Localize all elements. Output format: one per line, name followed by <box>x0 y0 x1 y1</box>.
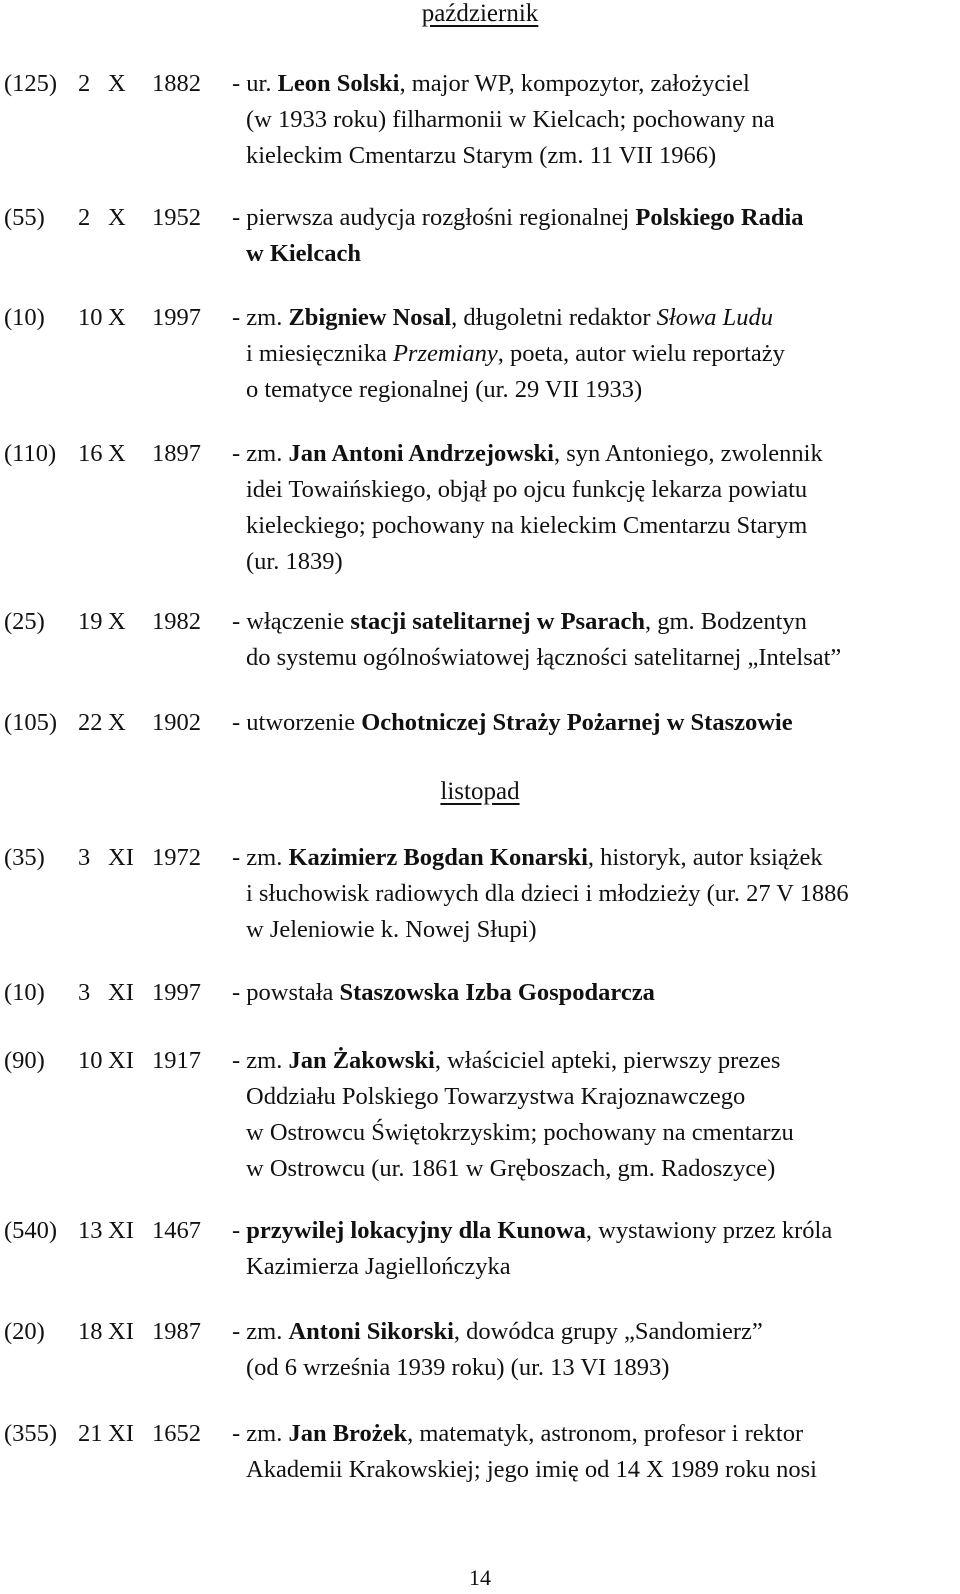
entry-line <box>232 975 952 1011</box>
plain-text: - zm. <box>232 440 289 467</box>
bold-text: stacji satelitarnej w Psarach <box>350 608 645 635</box>
plain-text: kieleckim Cmentarzu Starym (zm. 11 VII 1966) <box>246 142 717 169</box>
plain-text: , matematyk, astronom, profesor i rektor <box>407 1420 804 1447</box>
entry-date <box>4 66 201 102</box>
entry-description <box>232 975 952 1011</box>
entry-month: XI <box>108 1318 134 1345</box>
entry-date <box>4 975 201 1011</box>
plain-text: Kazimierza Jagiellończyka <box>246 1253 511 1280</box>
plain-text: - powstała <box>232 979 340 1006</box>
entry-year: 1982 <box>152 608 201 635</box>
entry-date <box>4 1416 201 1452</box>
entry-day: 18 <box>78 1318 103 1345</box>
entry-anniversary: (540) <box>4 1217 58 1244</box>
plain-text: (ur. 1839) <box>246 548 343 575</box>
entry-line <box>232 876 952 912</box>
entry-date <box>4 1043 201 1079</box>
entry-month: X <box>108 709 126 736</box>
entry-description <box>232 1314 952 1386</box>
plain-text: - ur. <box>232 70 278 97</box>
entry-date <box>4 604 201 640</box>
plain-text: o tematyce regionalnej (ur. 29 VII 1933) <box>246 376 643 403</box>
entry-date <box>4 300 201 336</box>
entry-date <box>4 436 201 472</box>
entry-year: 1997 <box>152 304 201 331</box>
entry-line <box>232 1314 952 1350</box>
plain-text: - zm. <box>232 844 289 871</box>
entry-year: 1897 <box>152 440 201 467</box>
entry-line <box>232 1452 952 1488</box>
entry-day: 21 <box>78 1420 103 1447</box>
entry-description <box>232 200 952 272</box>
entry-description <box>232 604 952 676</box>
plain-text: - <box>232 1217 247 1244</box>
entry-line <box>232 1079 952 1115</box>
entry-month: X <box>108 608 126 635</box>
entry-line <box>232 66 952 102</box>
entry-description <box>232 1043 952 1187</box>
entry-line <box>232 1115 952 1151</box>
entry-date <box>4 840 201 876</box>
entry-line <box>232 1416 952 1452</box>
entry-line <box>232 300 952 336</box>
entry-line <box>232 1249 952 1285</box>
entry-line <box>232 436 952 472</box>
plain-text: - pierwsza audycja rozgłośni regionalnej <box>232 204 636 231</box>
plain-text: - zm. <box>232 1047 289 1074</box>
entry-line <box>232 544 952 580</box>
plain-text: i miesięcznika <box>246 340 393 367</box>
entry-year: 1882 <box>152 70 201 97</box>
entry-line <box>232 138 952 174</box>
plain-text: Oddziału Polskiego Towarzystwa Krajoznawczego <box>246 1083 746 1110</box>
plain-text: , poeta, autor wielu reportaży <box>497 340 785 367</box>
entry-line <box>232 1350 952 1386</box>
bold-text: Zbigniew Nosal <box>288 304 452 331</box>
plain-text: , długoletni redaktor <box>451 304 657 331</box>
entry-year: 1987 <box>152 1318 201 1345</box>
plain-text: - włączenie <box>232 608 351 635</box>
entry-month: XI <box>108 1047 134 1074</box>
entry-description <box>232 840 952 948</box>
plain-text: , dowódca grupy „Sandomierz” <box>453 1318 763 1345</box>
entry-day: 3 <box>78 844 91 871</box>
plain-text: , historyk, autor książek <box>587 844 823 871</box>
entry-line <box>232 705 952 741</box>
entry-date <box>4 1213 201 1249</box>
entry-month: XI <box>108 1217 134 1244</box>
entry-anniversary: (110) <box>4 440 57 467</box>
entry-line <box>232 840 952 876</box>
plain-text: , syn Antoniego, zwolennik <box>553 440 823 467</box>
plain-text: - zm. <box>232 1318 289 1345</box>
entry-month: XI <box>108 979 134 1006</box>
bold-text: w Kielcach <box>246 240 361 267</box>
entry-date <box>4 200 201 236</box>
plain-text: - utworzenie <box>232 709 362 736</box>
entry-line <box>232 102 952 138</box>
entry-year: 1952 <box>152 204 201 231</box>
entry-year: 1652 <box>152 1420 201 1447</box>
entry-description <box>232 66 952 174</box>
plain-text: w Jeleniowie k. Nowej Słupi) <box>246 916 537 943</box>
entry-line <box>232 604 952 640</box>
entry-anniversary: (10) <box>4 979 45 1006</box>
entry-anniversary: (10) <box>4 304 45 331</box>
entry-day: 22 <box>78 709 103 736</box>
plain-text: , właściciel apteki, pierwszy prezes <box>434 1047 781 1074</box>
plain-text: i słuchowisk radiowych dla dzieci i młodzieży (ur. 27 V 1886 <box>246 880 849 907</box>
entry-anniversary: (20) <box>4 1318 45 1345</box>
entry-year: 1997 <box>152 979 201 1006</box>
entry-month: X <box>108 304 126 331</box>
plain-text: w Ostrowcu (ur. 1861 w Gręboszach, gm. Radoszyce) <box>246 1155 776 1182</box>
plain-text: w Ostrowcu Świętokrzyskim; pochowany na cmentarzu <box>246 1119 794 1146</box>
italic-text: Słowa Ludu <box>656 304 774 331</box>
bold-text: przywilej lokacyjny dla Kunowa <box>246 1217 586 1244</box>
plain-text: Akademii Krakowskiej; jego imię od 14 X 1989 roku nosi <box>246 1456 817 1483</box>
entry-line <box>232 508 952 544</box>
entry-line <box>232 912 952 948</box>
entry-year: 1467 <box>152 1217 201 1244</box>
entry-day: 13 <box>78 1217 103 1244</box>
page-number: 14 <box>469 1565 491 1590</box>
entry-month: XI <box>108 844 134 871</box>
plain-text: idei Towaińskiego, objął po ojcu funkcję lekarza powiatu <box>246 476 808 503</box>
entry-line <box>232 200 952 236</box>
entry-date <box>4 1314 201 1350</box>
entry-day: 16 <box>78 440 103 467</box>
heading-november: listopad <box>440 778 520 805</box>
entry-anniversary: (25) <box>4 608 45 635</box>
entry-month: XI <box>108 1420 134 1447</box>
entry-day: 10 <box>78 1047 103 1074</box>
entry-description <box>232 300 952 408</box>
entry-day: 2 <box>78 70 91 97</box>
entry-line <box>232 336 952 372</box>
plain-text: kieleckiego; pochowany na kieleckim Cmentarzu Starym <box>246 512 808 539</box>
entry-line <box>232 236 952 272</box>
plain-text: , gm. Bodzentyn <box>644 608 807 635</box>
entry-anniversary: (55) <box>4 204 45 231</box>
plain-text: - zm. <box>232 304 289 331</box>
bold-text: Jan Antoni Andrzejowski <box>288 440 554 467</box>
entry-description <box>232 705 952 741</box>
entry-line <box>232 472 952 508</box>
italic-text: Przemiany <box>392 340 498 367</box>
entry-date <box>4 705 201 741</box>
entry-line <box>232 640 952 676</box>
plain-text: do systemu ogólnoświatowej łączności satelitarnej „Intelsat” <box>246 644 842 671</box>
entry-year: 1917 <box>152 1047 201 1074</box>
entry-line <box>232 1151 952 1187</box>
entry-line <box>232 372 952 408</box>
plain-text: (od 6 września 1939 roku) (ur. 13 VI 1893) <box>246 1354 670 1381</box>
entry-anniversary: (105) <box>4 709 58 736</box>
entry-anniversary: (355) <box>4 1420 58 1447</box>
entry-year: 1902 <box>152 709 201 736</box>
entry-anniversary: (90) <box>4 1047 45 1074</box>
entry-line <box>232 1213 952 1249</box>
entry-day: 19 <box>78 608 103 635</box>
bold-text: Polskiego Radia <box>635 204 804 231</box>
entry-description <box>232 436 952 580</box>
bold-text: Ochotniczej Straży Pożarnej w Staszowie <box>361 709 793 736</box>
bold-text: Kazimierz Bogdan Konarski <box>288 844 588 871</box>
bold-text: Jan Brożek <box>288 1420 408 1447</box>
entry-month: X <box>108 70 126 97</box>
plain-text: , wystawiony przez króla <box>585 1217 833 1244</box>
entry-day: 2 <box>78 204 91 231</box>
plain-text: , major WP, kompozytor, założyciel <box>399 70 750 97</box>
entry-anniversary: (125) <box>4 70 58 97</box>
entry-year: 1972 <box>152 844 201 871</box>
heading-october: październik <box>421 0 539 27</box>
entry-description <box>232 1416 952 1488</box>
entry-description <box>232 1213 952 1285</box>
bold-text: Antoni Sikorski <box>288 1318 454 1345</box>
entry-line <box>232 1043 952 1079</box>
plain-text: - zm. <box>232 1420 289 1447</box>
entry-day: 10 <box>78 304 103 331</box>
bold-text: Jan Żakowski <box>288 1047 435 1074</box>
bold-text: Staszowska Izba Gospodarcza <box>339 979 655 1006</box>
entry-anniversary: (35) <box>4 844 45 871</box>
entry-month: X <box>108 204 126 231</box>
plain-text: (w 1933 roku) filharmonii w Kielcach; pochowany na <box>246 106 775 133</box>
bold-text: Leon Solski <box>277 70 400 97</box>
entry-day: 3 <box>78 979 91 1006</box>
entry-month: X <box>108 440 126 467</box>
